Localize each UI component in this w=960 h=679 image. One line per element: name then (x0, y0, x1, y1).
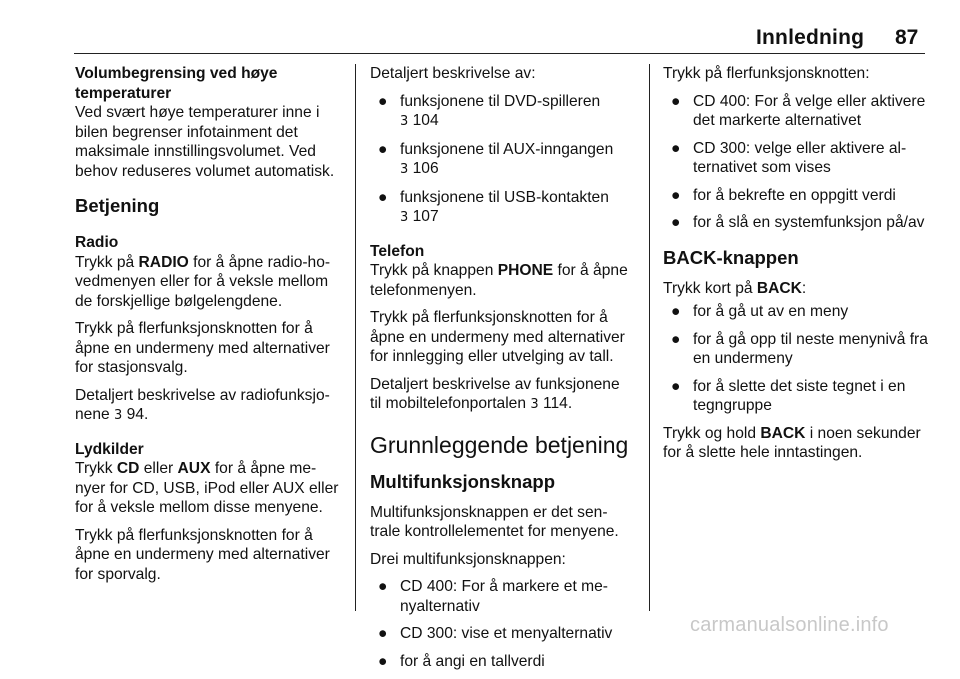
back-intro: Trykk kort på BACK: (663, 279, 807, 297)
page-ref-icon: 3 (400, 210, 409, 225)
bullet-icon: ● (671, 139, 681, 157)
page-ref-icon: 3 (530, 397, 539, 412)
telefon-heading: Telefon (370, 242, 425, 260)
column-3 (663, 64, 933, 471)
multifunksjon-heading: Multifunksjonsknapp (370, 470, 555, 492)
watermark: carmanualsonline.info (690, 614, 889, 636)
telefon-paragraph-1: Trykk på knappen PHONE for å åpne telefonmenyen. (370, 262, 628, 299)
lydkilder-heading: Lydkilder (75, 440, 144, 458)
radio-key-label: RADIO (138, 253, 189, 271)
column-divider-2 (649, 64, 650, 611)
column-1 (75, 64, 343, 592)
bullet-icon: ● (378, 625, 388, 642)
press-list (663, 92, 933, 233)
header-rule (74, 53, 925, 54)
page-ref-icon: 3 (400, 162, 409, 177)
bullet-icon: ● (378, 188, 388, 206)
telefon-paragraph-3: Detaljert beskrivelse av funksjonene til mobiltelefonportalen 3 114. (370, 375, 620, 412)
back-hold-paragraph: Trykk og hold BACK i noen sekunder for å slette hele inntastingen. (663, 424, 921, 461)
radio-paragraph-2: Trykk på flerfunksjonsknotten for å åpne en undermeny med alternativer for stasjonsvalg. (75, 320, 330, 376)
bullet-icon: ● (378, 92, 388, 110)
list-item: ● for å slå en systemfunksjon på/av (671, 214, 925, 231)
page-ref: 94. (126, 406, 149, 423)
bullet-icon: ● (378, 140, 388, 158)
chapter-title: Innledning (756, 26, 865, 49)
bullet-icon: ● (378, 578, 388, 595)
volume-limit-text: Ved svært høye temperaturer inne i bilen begrenser infotainment det maksimale innstillingsvolumet. Ved behov reduseres volumet automatisk. (75, 104, 335, 180)
betjening-heading: Betjening (75, 195, 160, 216)
bullet-icon: ● (671, 92, 681, 110)
detail-list (370, 92, 634, 228)
radio-paragraph-3: Detaljert beskrivelse av radiofunksjo-nene 3 94. (75, 386, 330, 423)
list-item: ● funksjonene til AUX-inngangen 3 106 (378, 140, 614, 177)
lydkilder-paragraph-2: Trykk på flerfunksjonsknotten for å åpne en undermeny med alternativer for sporvalg. (75, 526, 330, 583)
multifunksjon-paragraph-1: Multifunksjonsknappen er det sen-trale kontrollelementet for menyene. (370, 503, 619, 540)
list-item: ● for å bekrefte en oppgitt verdi (671, 186, 896, 204)
bullet-icon: ● (671, 330, 681, 348)
bullet-icon: ● (671, 214, 681, 231)
list-item: ● for å gå ut av en meny (671, 303, 849, 320)
list-item: ● for å slette det siste tegnet i en tegngruppe (671, 377, 906, 414)
list-item: ● CD 400: For å velge eller aktivere det markerte alternativet (671, 92, 926, 129)
radio-paragraph-1: Trykk på RADIO for å åpne radio-ho-vedmenyen eller for å veksle mellom de forskjellige bølgelengdene. (75, 253, 331, 310)
grunnleggende-heading: Grunnleggende betjening (370, 431, 629, 458)
bullet-icon: ● (671, 303, 681, 320)
telefon-paragraph-2: Trykk på flerfunksjonsknotten for å åpne en undermeny med alternativer for innlegging eller utvelging av tall. (370, 309, 625, 365)
bullet-icon: ● (671, 377, 681, 395)
list-item: ● CD 300: velge eller aktivere al-ternativet som vises (671, 139, 907, 176)
press-intro: Trykk på flerfunksjonsknotten: (663, 65, 870, 82)
detail-intro: Detaljert beskrivelse av: (370, 65, 536, 82)
list-item: ● for å angi en tallverdi (378, 652, 545, 670)
list-item: ● funksjonene til DVD-spilleren 3 104 (378, 92, 601, 129)
multifunksjon-paragraph-2: Drei multifunksjonsknappen: (370, 550, 566, 568)
lydkilder-paragraph-1: Trykk CD eller AUX for å åpne me-nyer for CD, USB, iPod eller AUX eller for å veksle mellom disse menyene. (75, 460, 339, 516)
page-ref-icon: 3 (400, 114, 409, 129)
list-item: ● for å gå opp til neste menynivå fra en undermeny (671, 330, 928, 367)
list-item: ● CD 400: For å markere et me-nyalternativ (378, 578, 608, 615)
back-list (663, 302, 933, 416)
page-header (0, 0, 960, 48)
volume-limit-heading: Volumbegrensing ved høye temperaturer (75, 65, 278, 102)
bullet-icon: ● (378, 652, 388, 670)
drei-list (370, 577, 634, 671)
page-number: 87 (895, 26, 919, 49)
list-item: ● funksjonene til USB-kontakten 3 107 (378, 188, 609, 225)
page-ref-icon: 3 (114, 408, 123, 423)
list-item: ● CD 300: vise et menyalternativ (378, 625, 613, 642)
back-button-heading: BACK-knappen (663, 246, 799, 268)
column-divider-1 (355, 64, 356, 611)
bullet-icon: ● (671, 186, 681, 204)
radio-heading: Radio (75, 234, 119, 251)
column-2 (370, 64, 634, 679)
